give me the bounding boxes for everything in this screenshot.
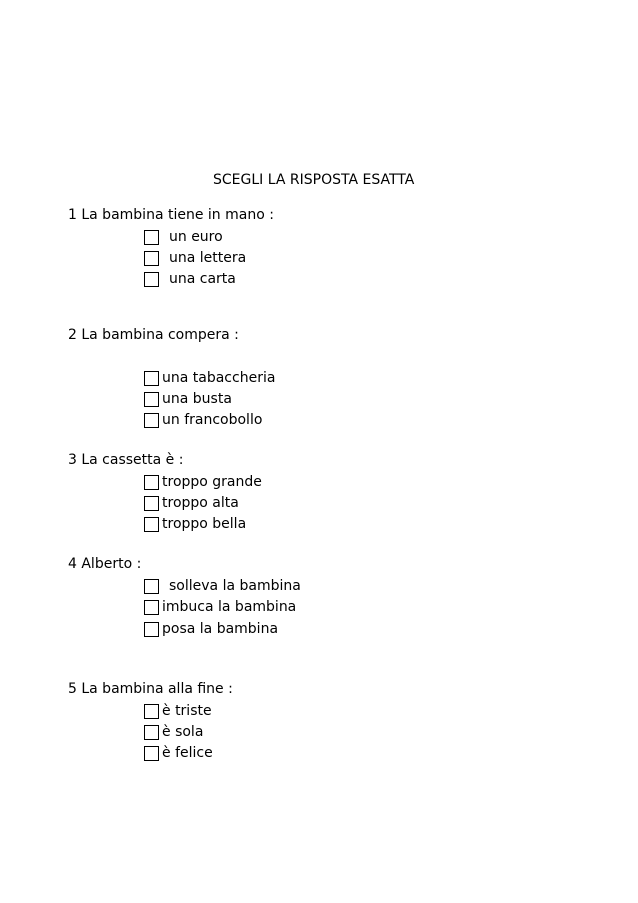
option-label: è triste — [162, 703, 212, 719]
checkbox[interactable] — [144, 272, 159, 287]
option-label: una tabaccheria — [162, 370, 276, 386]
question-5: 5 La bambina alla fine : — [68, 681, 233, 697]
checkbox[interactable] — [144, 622, 159, 637]
checkbox[interactable] — [144, 579, 159, 594]
option-label: troppo grande — [162, 474, 262, 490]
q4-option-1[interactable] — [144, 576, 301, 596]
q3-option-1[interactable] — [144, 472, 262, 492]
checkbox[interactable] — [144, 496, 159, 511]
checkbox[interactable] — [144, 413, 159, 428]
q2-option-2[interactable] — [144, 389, 232, 409]
option-label: posa la bambina — [162, 621, 279, 637]
option-label: imbuca la bambina — [162, 599, 297, 615]
q4-option-2[interactable] — [144, 597, 296, 617]
q4-option-3[interactable] — [144, 619, 278, 639]
question-4: 4 Alberto : — [68, 556, 142, 572]
q1-option-1[interactable] — [144, 227, 223, 247]
checkbox[interactable] — [144, 517, 159, 532]
option-label: una carta — [169, 271, 236, 287]
option-label: troppo alta — [162, 495, 239, 511]
q1-option-2[interactable] — [144, 248, 246, 268]
worksheet-title: SCEGLI LA RISPOSTA ESATTA — [213, 172, 415, 188]
q5-option-2[interactable] — [144, 722, 203, 742]
checkbox[interactable] — [144, 600, 159, 615]
q5-option-3[interactable] — [144, 743, 213, 763]
q1-option-3[interactable] — [144, 269, 236, 289]
question-2: 2 La bambina compera : — [68, 327, 239, 343]
q2-option-1[interactable] — [144, 368, 275, 388]
q3-option-3[interactable] — [144, 514, 246, 534]
checkbox[interactable] — [144, 371, 159, 386]
option-label: troppo bella — [162, 516, 247, 532]
question-3: 3 La cassetta è : — [68, 452, 184, 468]
checkbox[interactable] — [144, 392, 159, 407]
q2-option-3[interactable] — [144, 410, 262, 430]
option-label: una busta — [162, 391, 232, 407]
option-label: una lettera — [169, 250, 247, 266]
option-label: solleva la bambina — [169, 578, 301, 594]
question-1: 1 La bambina tiene in mano : — [68, 207, 274, 223]
option-label: è felice — [162, 745, 213, 761]
option-label: è sola — [162, 724, 204, 740]
q3-option-2[interactable] — [144, 493, 239, 513]
option-label: un francobollo — [162, 412, 263, 428]
option-label: un euro — [169, 229, 223, 245]
checkbox[interactable] — [144, 230, 159, 245]
checkbox[interactable] — [144, 725, 159, 740]
checkbox[interactable] — [144, 746, 159, 761]
q5-option-1[interactable] — [144, 701, 212, 721]
checkbox[interactable] — [144, 704, 159, 719]
checkbox[interactable] — [144, 251, 159, 266]
checkbox[interactable] — [144, 475, 159, 490]
